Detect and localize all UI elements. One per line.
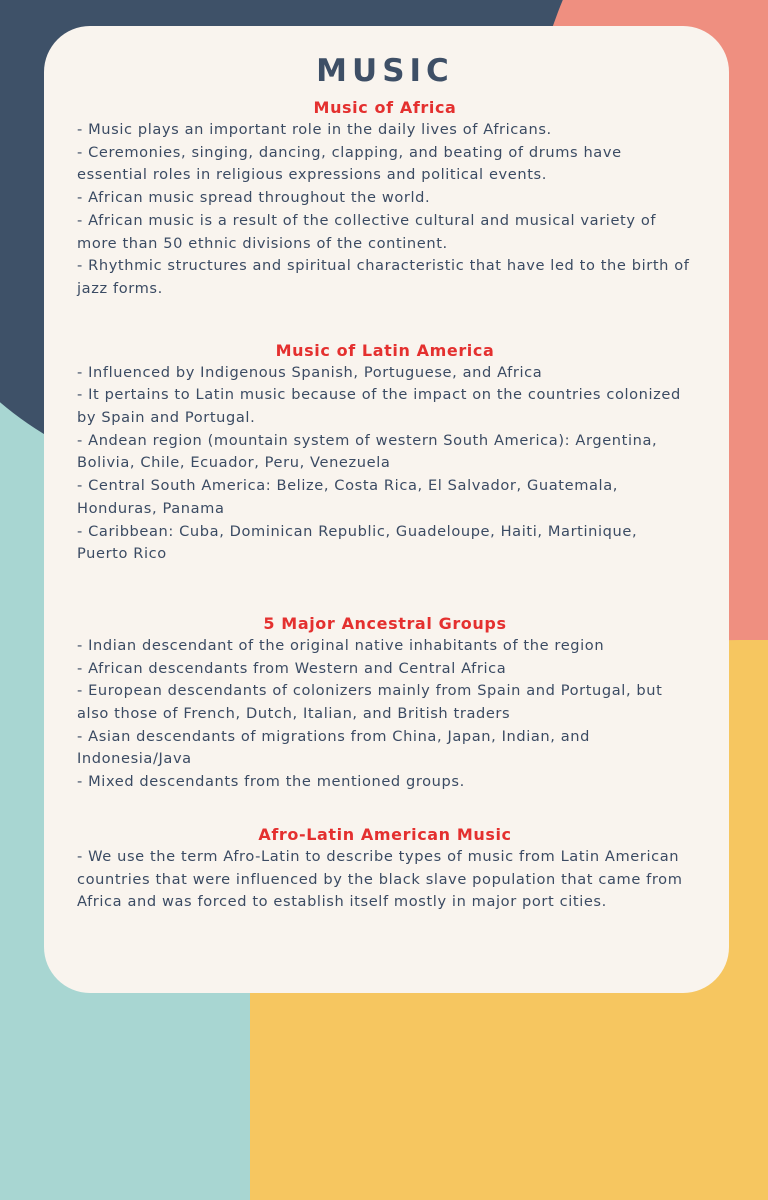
section-afro-latin-american-music [77, 823, 693, 914]
section-heading: Afro-Latin American Music [258, 824, 512, 844]
section-heading: 5 Major Ancestral Groups [263, 613, 507, 633]
bullet-item: - We use the term Afro-Latin to describe types of music from Latin American countries that were influenced by the black slave population that came from Africa and was forced to establish itself mostly in major port cities. [77, 847, 683, 911]
bullet-item: - Indian descendant of the original native inhabitants of the region [77, 636, 605, 654]
bullet-list [77, 846, 693, 914]
bullet-list [77, 119, 693, 301]
bullet-item: - Ceremonies, singing, dancing, clapping, and beating of drums have essential roles in religious expressions and political events. [77, 143, 622, 184]
section-music-of-africa [77, 96, 693, 301]
bullet-item: - African music spread throughout the world. [77, 189, 431, 207]
section-major-ancestral-groups [77, 612, 693, 794]
bullet-list [77, 635, 693, 794]
content-card [44, 26, 729, 993]
bullet-item: - Caribbean: Cuba, Dominican Republic, Guadeloupe, Haiti, Martinique, Puerto Rico [77, 522, 638, 563]
bullet-item: - Central South America: Belize, Costa Rica, El Salvador, Guatemala, Honduras, Panama [77, 477, 618, 517]
section-heading: Music of Africa [313, 98, 457, 117]
bullet-list [77, 362, 693, 566]
bullet-item: - African descendants from Western and Central Africa [77, 659, 507, 677]
bullet-item: - It pertains to Latin music because of the impact on the countries colonized by Spain and Portugal. [77, 386, 681, 427]
bullet-item: - African music is a result of the collective cultural and musical variety of more than 50 ethnic divisions of the continent. [77, 211, 657, 252]
bullet-item: - Music plays an important role in the daily lives of Africans. [77, 121, 552, 138]
bullet-item: - Asian descendants of migrations from China, Japan, Indian, and Indonesia/Java [77, 727, 591, 768]
section-music-of-latin-america [77, 339, 693, 566]
bullet-item: - Andean region (mountain system of western South America): Argentina, Bolivia, Chile, Ecuador, Peru, Venezuela [77, 431, 658, 472]
bullet-item: - Influenced by Indigenous Spanish, Portuguese, and Africa [77, 363, 543, 381]
bullet-item: - Rhythmic structures and spiritual characteristic that have led to the birth of jazz forms. [77, 257, 690, 297]
bullet-item: - European descendants of colonizers mainly from Spain and Portugal, but also those of French, Dutch, Italian, and British traders [77, 682, 663, 723]
bullet-item: - Mixed descendants from the mentioned groups. [77, 773, 465, 791]
section-heading: Music of Latin America [275, 340, 495, 360]
page-title: MUSIC [316, 53, 454, 89]
